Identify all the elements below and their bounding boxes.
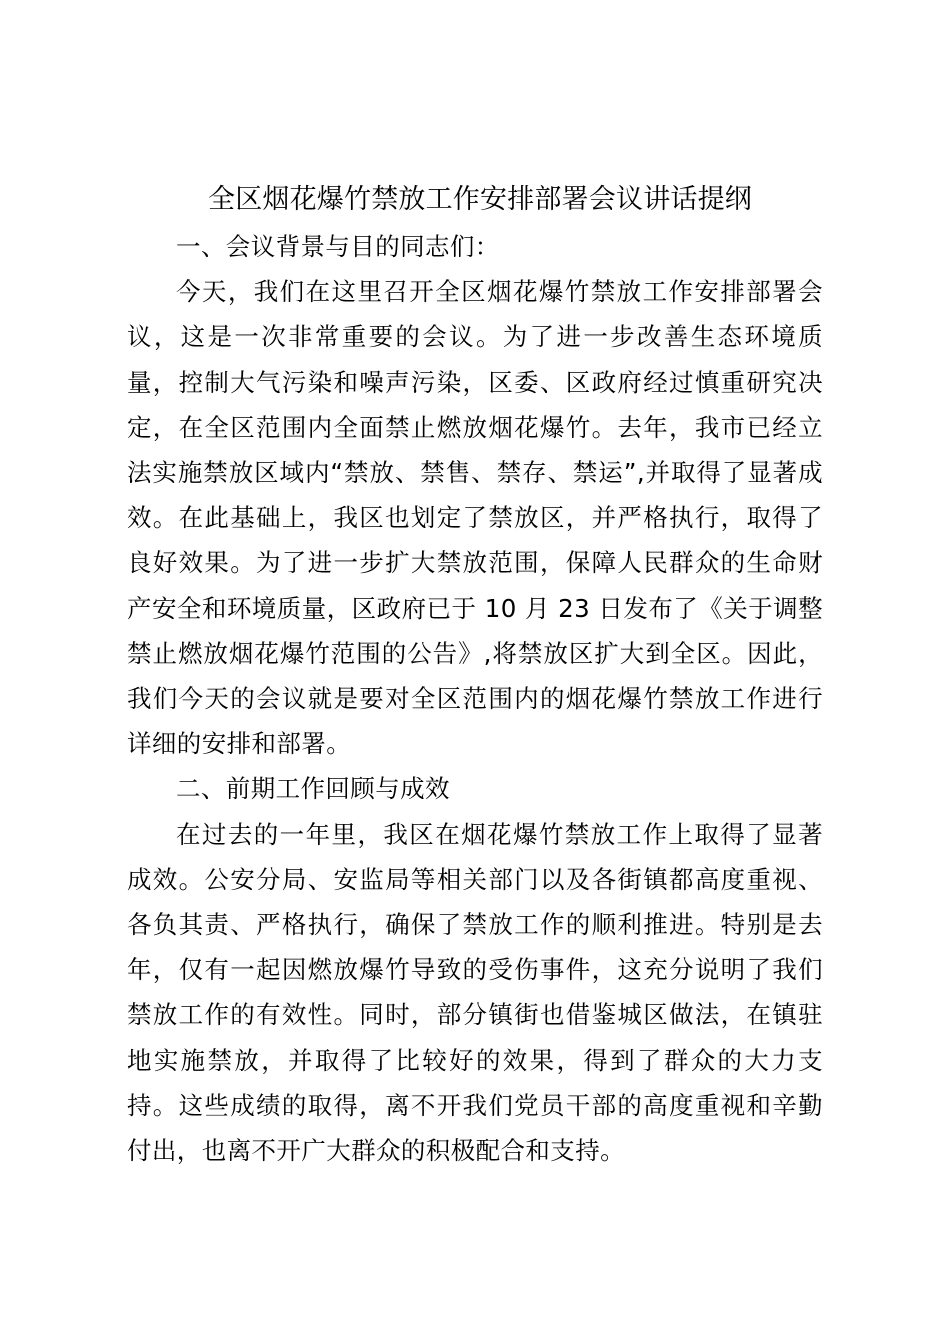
section-paragraph-2: 在过去的一年里，我区在烟花爆竹禁放工作上取得了显著成效。公安分局、安监局等相关部门以及各街镇都高度重视、各负其责、严格执行，确保了禁放工作的顺利推进。特别是去年，仅有一起因燃放爆竹导致的受伤事件，这充分说明了我们禁放工作的有效性。同时，部分镇街也借鉴城区做法，在镇驻地实施禁放，并取得了比较好的效果，得到了群众的大力支持。这些成绩的取得，离不开我们党员干部的高度重视和辛勤付出，也离不开广大群众的积极配合和支持。 <box>127 819 823 1166</box>
section-heading-2: 二、前期工作回顾与成效 <box>176 774 450 804</box>
section-heading-1: 一、会议背景与目的同志们： <box>176 232 500 261</box>
document-body <box>127 224 823 1173</box>
section-paragraph-1: 今天，我们在这里召开全区烟花爆竹禁放工作安排部署会议，这是一次非常重要的会议。为了进一步改善生态环境质量，控制大气污染和噪声污染，区委、区政府经过慎重研究决定，在全区范围内全面禁止燃放烟花爆竹。去年，我市已经立法实施禁放区域内“禁放、禁售、禁存、禁运”,并取得了显著成效。在此基础上，我区也划定了禁放区，并严格执行，取得了良好效果。为了进一步扩大禁放范围，保障人民群众的生命财产安全和环境质量，区政府已于 10 月 23 日发布了《关于调整禁止燃放烟花爆竹范围的公告》,将禁放区扩大到全区。因此，我们今天的会议就是要对全区范围内的烟花爆竹禁放工作进行详细的安排和部署。 <box>127 277 823 759</box>
document-title: 全区烟花爆竹禁放工作安排部署会议讲话提纲 <box>208 184 752 215</box>
